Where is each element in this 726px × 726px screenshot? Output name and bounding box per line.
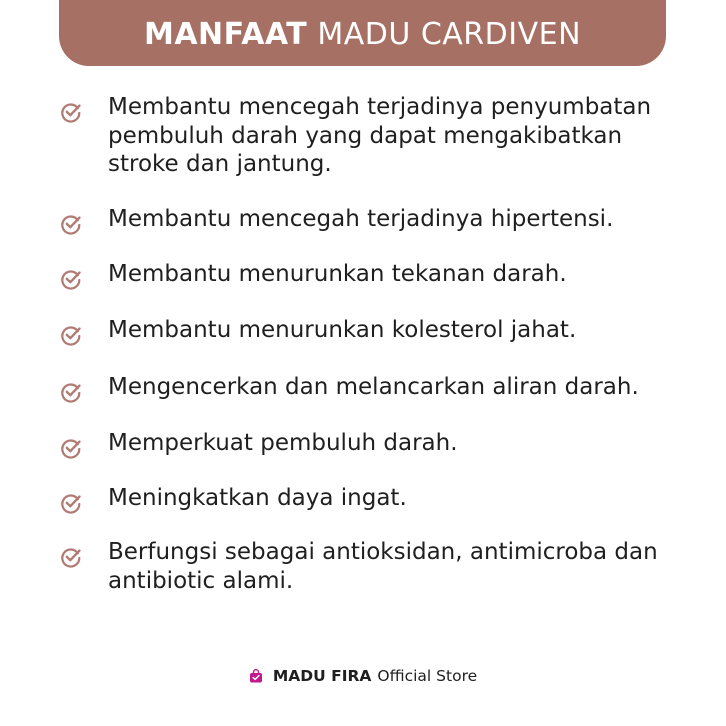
benefit-text: Membantu menurunkan tekanan darah. — [108, 261, 567, 287]
benefit-text: Membantu menurunkan kolesterol jahat. — [108, 317, 577, 343]
check-circle-icon — [60, 324, 82, 346]
check-circle-icon — [60, 381, 82, 403]
benefit-text: Meningkatkan daya ingat. — [108, 485, 407, 511]
benefit-text: Memperkuat pembuluh darah. — [108, 430, 458, 456]
check-circle-icon — [60, 268, 82, 290]
check-circle-icon — [60, 546, 82, 568]
benefit-text: Mengencerkan dan melancarkan aliran darah. — [108, 374, 639, 400]
check-circle-icon — [60, 437, 82, 459]
check-circle-icon — [60, 213, 82, 235]
check-circle-icon — [60, 101, 82, 123]
check-circle-icon — [60, 492, 82, 514]
header-title-bold: MANFAAT — [143, 16, 308, 52]
benefit-text: Membantu mencegah terjadinya penyumbatan pembuluh darah yang dapat mengakibatkan stroke dan jantung. — [108, 94, 652, 177]
shop-bag-icon — [249, 669, 263, 683]
header-title-rest: MADU CARDIVEN — [317, 16, 582, 52]
footer-brand: MADU FIRA — [272, 667, 372, 685]
benefit-text: Berfungsi sebagai antioksidan, antimicroba dan antibiotic alami. — [108, 539, 658, 594]
footer-suffix: Official Store — [377, 667, 478, 685]
footer-store-label — [0, 667, 726, 685]
benefit-text: Membantu mencegah terjadinya hipertensi. — [108, 206, 614, 232]
